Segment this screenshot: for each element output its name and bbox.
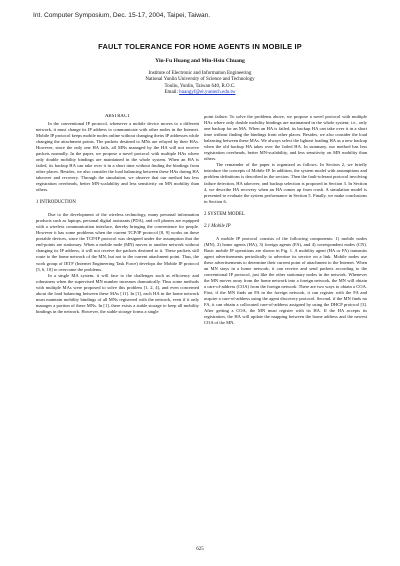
paper-authors: Yin-Fu Huang and Min-Hsiu Chuang bbox=[155, 58, 245, 64]
body-paragraph: point failure. To solve the problems above, we propose a novel protocol with multiple HAs where only double mobility bindings are maintained in the whole system; i.e., only one backup for an MA. When an HA is failed, its backup HA can take over it in a short time without finding the bindings from other places. Besides, we also consider the load balancing between these MAs. We always select the lightest loading HA as a new backup when the old backup HA takes over the failed HA. In summary, our method has less registration overheads, better MN-scalability, and less sensitivity on MN mobility than others. bbox=[204, 114, 367, 162]
abstract-heading: ABSTRACT bbox=[104, 114, 131, 119]
page-number: 625 bbox=[196, 547, 204, 552]
section-heading: 2 SYSTEM MODEL bbox=[204, 211, 245, 217]
body-paragraph: In a single MA system, it will face to the challenges such as efficiency and robustness when the supervised MN number increases dramatically. Thus some methods with multiple MAs were proposed to solve this problem [1, 2, 4], and even concerned about the load balancing between these MAs [11]. In [1], each HA in the home network must maintain mobility bindings of all MNs registered with the network, even if it only manages a portion of these MNs. In [1], there exists a stable storage to keep all mobility bindings in the network. However, the stable storage forms a single bbox=[36, 272, 199, 314]
email-line bbox=[0, 90, 400, 96]
affiliation-line: Institute of Electronic and Information Engineering bbox=[148, 71, 252, 76]
abstract-text: In the conventional IP protocol, whenever a mobile device moves to a different network, it must change its IP address to communicate with other nodes in the Internet. Mobile IP protocol keeps mobile nodes online without changing theirs IP addresses while changing the attachment points. The packets destined to MNs are relayed by their HAs. However, since the only one HA fails, all MNs managed by the HA will not receive packets normally. In the paper, we propose a novel protocol with multiple HAs where only double mobility bindings are maintained in the whole system. When an HA is failed, its backup HA can take over it in a short time without finding the bindings from other places. Besides, we also consider the load balancing between these HAs during HA takeover and recovery. Through the simulation, we observe that our method has less registration overheads, better MN-scalability and less sensitivity on MN mobility than others. bbox=[36, 120, 199, 193]
affiliation-block bbox=[0, 71, 400, 97]
section-heading: 1 INTRODUCTION bbox=[36, 200, 76, 206]
body-paragraph: The remainder of the paper is organized as follows. In Section 2, we briefly introduce the concepts of Mobile IP. In addition, the system model with assumptions and problem definitions is described in the section. Then the fault-tolerant protocol involving failure detection, HA takeover, and backup selection is proposed in Section 3. In Section 4, we describe HA recovery when an HA comes up from crash. A simulation model is presented to evaluate the system performance in Section 5. Finally, we make conclusions in Section 6. bbox=[204, 162, 367, 204]
subsection-heading: 2.1 Mobile IP bbox=[204, 223, 231, 229]
conference-header: Int. Computer Symposium, Dec. 15-17, 2004, Taipei, Taiwan. bbox=[33, 12, 211, 19]
left-column bbox=[36, 114, 199, 546]
body-paragraph: A mobile IP protocol consists of the following components: 1) mobile nodes (MN), 2) home agents (HA), 3) foreign agents (FA), and 4) correspondent nodes (CN). Basic mobile IP operations are shown in Fig. 1. A mobility agent (HA or FA) transmits agent advertisements periodically to advertise its service on a link. Mobile nodes use these advertisements to determine their current point of attachment to the Internet. When an MN stays in a home network, it can receive and send packets according to the conventional IP protocol, just like the other stationary nodes in the network. Whenever the MN moves away from the home network into a foreign network, the MN will obtain a care-of-address (COA) from the foreign network. There are two ways to obtain a COA. First, if the MN finds an FA in the foreign network, it can register with the FA and acquire a care-of-address using the agent discovery protocol. Second, if the MN finds no FA, it can obtain a collocated care-of-address assigned by using the DHCP protocol [3]. After getting a COA, the MN must register with its HA. If the HA accepts its registration, the HA will update the mapping between the home address and the newest COA of the MN, bbox=[204, 235, 367, 326]
affiliation-line: Touliu, Yunlin, Taiwan 640, R.O.C. bbox=[164, 83, 236, 89]
body-paragraph: Due to the development of the wireless technology, many personal information products such as laptops, personal digital assistants (PDA), and cell phones are equipped with a wireless communication interface, thereby bringing the convenience for people. However it has some problems when the current TCP/IP protocol [8, 9] works on these portable devices, since the TCP/IP protocol was designed under the assumption that the end-points are stationary. When a mobile node (MN) moves to another network without changing its IP address, it will not receive the packets destined to it. These packets still route to the home network of the MN, but not to the current attachment point. Thus, the work group of IETF (Internet Engineering Task Force) develops the Mobile IP protocol [5, 6, 10] to overcome the problems. bbox=[36, 212, 199, 272]
email-label: Email: bbox=[164, 90, 180, 96]
email-link[interactable]: huangyf@el.yuntech.edu.tw bbox=[179, 90, 236, 96]
affiliation-line: National Yunlin University of Science and Technology bbox=[145, 77, 255, 83]
paper-title: FAULT TOLERANCE FOR HOME AGENTS IN MOBILE IP bbox=[98, 42, 302, 51]
right-column bbox=[204, 114, 367, 546]
